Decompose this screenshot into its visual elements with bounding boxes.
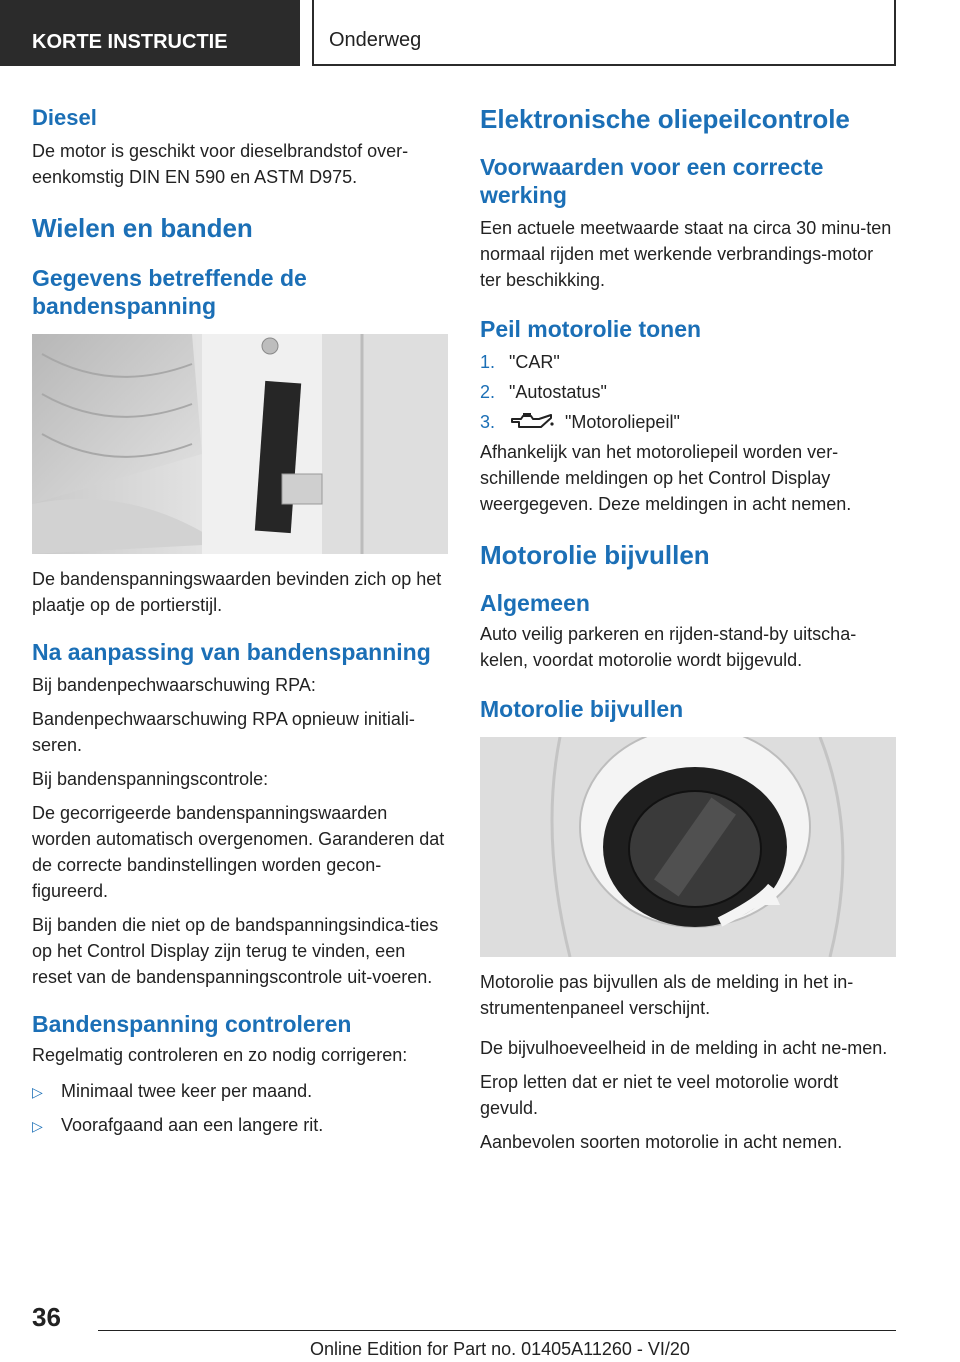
check-text: Regelmatig controleren en zo nodig corrigeren: <box>32 1045 408 1065</box>
step-text: "Autostatus" <box>509 382 607 402</box>
adjust-heading: Na aanpassing van bandenspanning <box>32 639 431 665</box>
list-item <box>32 1078 450 1104</box>
footer-divider <box>98 1330 896 1331</box>
list-item <box>480 349 898 375</box>
triangle-right-icon: ▷ <box>32 1118 43 1134</box>
rpa-text: Bandenpechwaarschuwing RPA opnieuw initiali-seren. <box>32 709 415 755</box>
refill-warning: Erop letten dat er niet te veel motorolie wordt gevuld. <box>480 1072 839 1118</box>
oil-cap-illustration <box>480 737 896 957</box>
step-text: "CAR" <box>509 352 560 372</box>
oil-cap-image <box>480 737 896 957</box>
door-pillar-image <box>32 334 448 554</box>
step-number: 3. <box>480 412 496 432</box>
page-number: 36 <box>32 1302 61 1332</box>
tyre-caption: De bandenspanningswaarden bevinden zich op het plaatje op de portierstijl. <box>32 569 442 615</box>
oil-can-icon <box>509 411 555 433</box>
left-column <box>32 100 450 1146</box>
prereq-text: Een actuele meetwaarde staat na circa 30 minu-ten normaal rijden met werkende verbrandings-motor ter beschikking. <box>480 218 892 290</box>
triangle-right-icon: ▷ <box>32 1084 43 1100</box>
list-item <box>480 409 898 435</box>
refill-recommend: Aanbevolen soorten motorolie in acht nemen. <box>480 1132 843 1152</box>
right-column <box>480 100 898 1155</box>
reset-text: Bij banden die niet op de bandspanningsindica-ties op het Control Display zijn terug te vinden, een reset van de bandenspanningscontrole uit-voeren. <box>32 915 439 987</box>
diesel-heading: Diesel <box>32 105 97 130</box>
edition-text: Online Edition for Part no. 01405A11260 - VI/20 <box>310 1339 690 1359</box>
refill-sub-heading: Motorolie bijvullen <box>480 696 684 722</box>
page-header <box>0 0 960 66</box>
step-number: 2. <box>480 382 496 402</box>
list-item <box>32 1112 450 1138</box>
check-heading: Bandenspanning controleren <box>32 1011 352 1037</box>
diesel-text: De motor is geschikt voor dieselbrandstof over-eenkomstig DIN EN 590 en ASTM D975. <box>32 141 409 187</box>
rpa-label: Bij bandenpechwaarschuwing RPA: <box>32 675 316 695</box>
tyre-data-heading: Gegevens betreffende de bandenspanning <box>32 265 307 319</box>
bullet-text: Minimaal twee keer per maand. <box>61 1081 313 1101</box>
steps-list <box>480 349 898 435</box>
general-text: Auto veilig parkeren en rijden-stand-by uitscha-kelen, voordat motorolie wordt bijgevuld. <box>480 624 857 670</box>
show-text: Afhankelijk van het motoroliepeil worden ver-schillende meldingen op het Control Display weergegeven. Deze meldingen in acht nemen. <box>480 442 852 514</box>
step-number: 1. <box>480 352 496 372</box>
section-tab: KORTE INSTRUCTIE <box>0 0 300 66</box>
refill-quantity: De bijvulhoeveelheid in de melding in acht ne-men. <box>480 1038 888 1058</box>
refill-caption: Motorolie pas bijvullen als de melding in het in-strumentenpaneel verschijnt. <box>480 972 854 1018</box>
prereq-heading: Voorwaarden voor een correcte werking <box>480 154 824 208</box>
show-heading: Peil motorolie tonen <box>480 316 702 342</box>
chapter-title: Onderweg <box>312 0 896 66</box>
refill-heading: Motorolie bijvullen <box>480 540 710 570</box>
oil-heading: Elektronische oliepeilcontrole <box>480 104 850 134</box>
tpc-text: De gecorrigeerde bandenspanningswaarden worden automatisch overgenomen. Garanderen dat de correcte bandinstellingen worden gecon-figureerd. <box>32 803 445 901</box>
general-heading: Algemeen <box>480 590 590 616</box>
bullet-text: Voorafgaand aan een langere rit. <box>61 1115 324 1135</box>
door-pillar-illustration <box>32 334 448 554</box>
wheels-heading: Wielen en banden <box>32 213 253 243</box>
step-text: "Motoroliepeil" <box>565 412 680 432</box>
list-item <box>480 379 898 405</box>
check-bullet-list <box>32 1078 450 1138</box>
tpc-label: Bij bandenspanningscontrole: <box>32 769 269 789</box>
